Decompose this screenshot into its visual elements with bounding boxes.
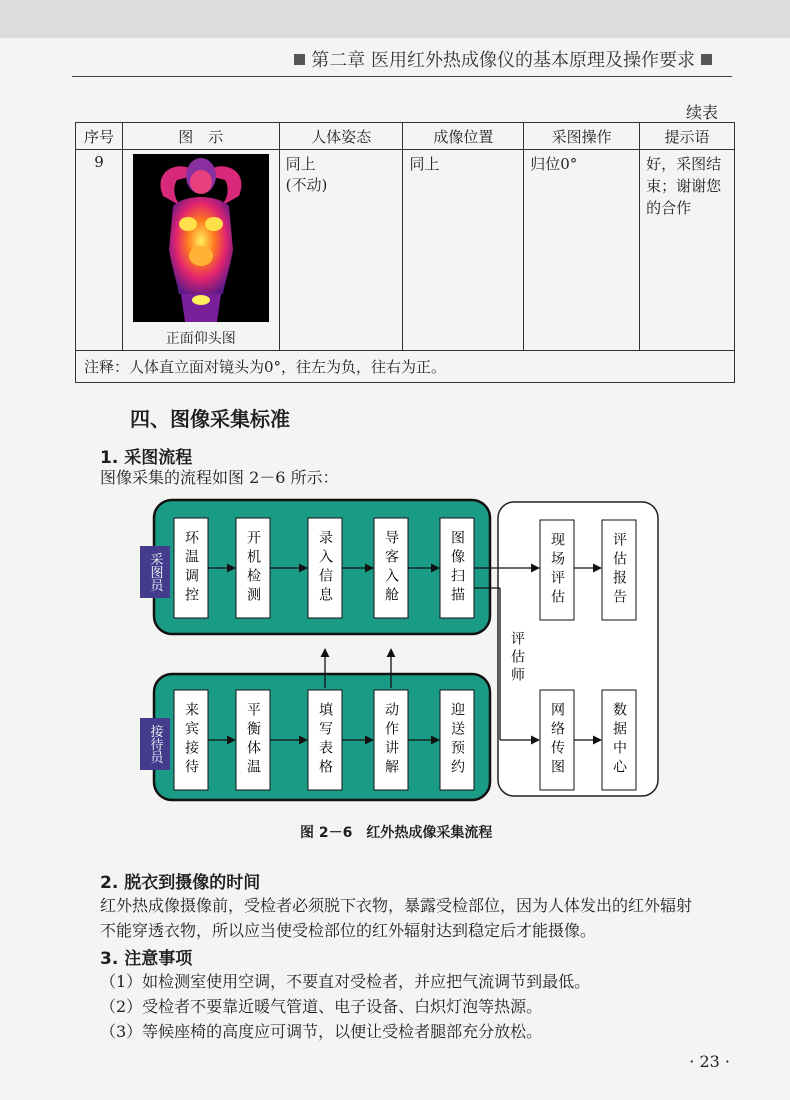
list-item: （1）如检测室使用空调，不要直对受检者，并应把气流调节到最低。: [100, 972, 591, 991]
table-row: [76, 150, 735, 351]
posture-cell: [279, 150, 403, 351]
flow-diagram: [140, 490, 660, 810]
role-label-receptionist: 接待员: [147, 724, 163, 764]
subsection-title: 1. 采图流程: [100, 448, 193, 468]
table-note-row: [76, 351, 735, 383]
prompt-cell: 好，采图结束；谢谢您的合作: [640, 150, 735, 351]
table-header-row: [76, 123, 735, 150]
col-header: 序号: [76, 123, 123, 150]
operation-cell: 归位0°: [524, 150, 640, 351]
subsection-title: 3. 注意事项: [100, 949, 193, 969]
list-item: （3）等候座椅的高度应可调节，以便让受检者腿部充分放松。: [100, 1022, 543, 1041]
scan-top-margin: [0, 0, 790, 38]
thermal-image-cell: [122, 150, 279, 351]
page-number: · 23 ·: [689, 1052, 730, 1071]
col-header: 提示语: [640, 123, 735, 150]
role-label-collector: 采图员: [147, 552, 163, 592]
section-title: 四、图像采集标准: [130, 407, 290, 431]
step-label: 导客入舱: [383, 530, 399, 606]
header-square-icon: [294, 54, 305, 65]
role-label-evaluator: 评估师: [509, 631, 525, 685]
step-label: 网络传图: [549, 702, 565, 778]
step-label: 动作讲解: [383, 702, 399, 778]
col-header: 图 示: [122, 123, 279, 150]
position-cell: 同上: [403, 150, 524, 351]
notes-list: [100, 969, 740, 1044]
step-label: 数据中心: [611, 702, 627, 778]
step-label: 录入信息: [317, 530, 333, 606]
row-number: 9: [76, 150, 123, 351]
step-label: 迎送预约: [449, 702, 465, 778]
step-label: 评估报告: [611, 532, 627, 608]
subsection-title: 2. 脱衣到摄像的时间: [100, 873, 261, 893]
header-title: 第二章 医用红外热成像仪的基本原理及操作要求: [311, 50, 695, 71]
posture-line: (不动): [285, 176, 328, 194]
step-label: 开机检测: [245, 530, 261, 606]
col-header: 人体姿态: [279, 123, 403, 150]
step-label: 图像扫描: [449, 530, 465, 606]
table-note: 注释：人体直立面对镜头为0°，往左为负，往右为正。: [76, 351, 735, 383]
step-label: 平衡体温: [245, 702, 261, 778]
col-header: 成像位置: [403, 123, 524, 150]
col-header: 采图操作: [524, 123, 640, 150]
list-item: （2）受检者不要靠近暖气管道、电子设备、白炽灯泡等热源。: [100, 997, 543, 1016]
paragraph-line: 不能穿透衣物，所以应当使受检部位的红外辐射达到稳定后才能摄像。: [100, 921, 597, 940]
step-label: 现场评估: [549, 532, 565, 608]
posture-table: [75, 122, 735, 383]
running-header: [0, 46, 718, 72]
paragraph: [100, 893, 740, 943]
header-square-icon: [701, 54, 712, 65]
step-label: 环温调控: [183, 530, 199, 606]
step-label: 填写表格: [317, 702, 333, 778]
paragraph-line: 红外热成像摄像前，受检者必须脱下衣物，暴露受检部位，因为人体发出的红外辐射: [100, 896, 693, 915]
figure-caption: 图 2－6 红外热成像采集流程: [300, 825, 493, 841]
continued-label: 续表: [685, 103, 718, 122]
image-caption: 正面仰头图: [165, 331, 236, 347]
posture-line: 同上: [285, 155, 316, 173]
thermal-body-image: [133, 154, 269, 322]
step-label: 来宾接待: [183, 702, 199, 778]
header-rule: [72, 76, 732, 77]
paragraph: 图像采集的流程如图 2－6 所示：: [100, 468, 339, 487]
